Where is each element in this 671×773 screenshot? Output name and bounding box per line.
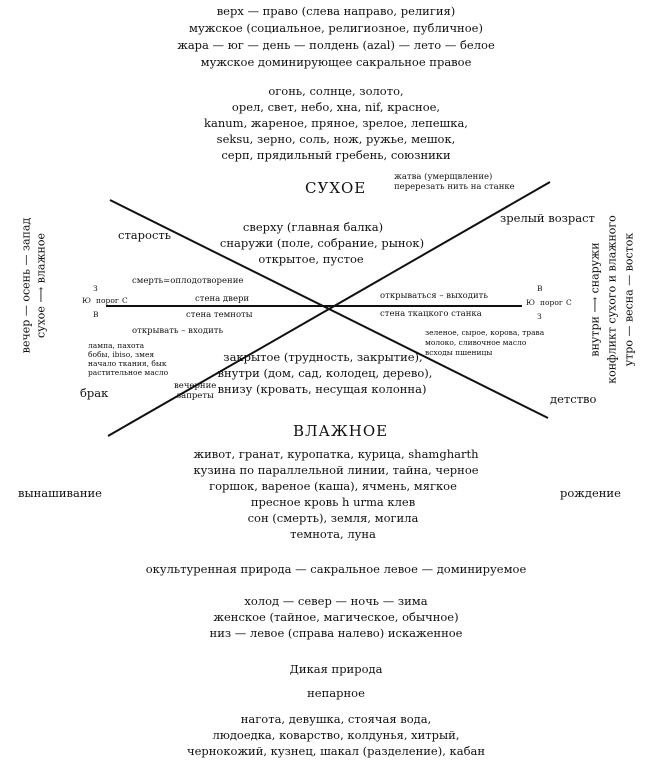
- top-list-5: серп, прядильный гребень, союзники: [221, 148, 451, 162]
- top-line-1: верх — право (слева направо, религия): [216, 4, 456, 18]
- left-note-4: растительное масло: [88, 368, 169, 377]
- compass-right-mid-right: С: [566, 298, 572, 307]
- compass-left-mid-right: С: [122, 296, 128, 305]
- bottom-list-1: нагота, девушка, стоячая вода,: [240, 712, 432, 726]
- death-note: смерть=оплодотворение: [132, 276, 244, 286]
- lower-center-3: внизу (кровать, несущая колонна): [217, 382, 427, 396]
- right-vertical-2: конфликт сухого и влажного: [605, 215, 619, 384]
- compass-right-bottom: З: [537, 312, 542, 321]
- lower-center-2: внутри (дом, сад, колодец, дерево),: [217, 366, 433, 380]
- compass-left-top: З: [93, 284, 98, 293]
- top-list-3: kanum, жареное, пряное, зрелое, лепешка,: [204, 116, 468, 130]
- childhood-label: детство: [550, 392, 597, 406]
- dry-label: СУХОЕ: [305, 179, 367, 197]
- lower-center-1: закрытое (трудность, закрытие),: [223, 350, 423, 364]
- wet-list-2: кузина по параллельной линии, тайна, черное: [193, 463, 479, 477]
- upper-center-2: снаружи (поле, собрание, рынок): [219, 236, 425, 250]
- right-note-2: молоко, сливочное масло: [425, 338, 527, 347]
- compass-right-top: В: [537, 284, 543, 293]
- bottom-center-4: женское (тайное, магическое, обычное): [213, 610, 459, 624]
- door-wall-label: стена двери: [195, 294, 250, 304]
- wet-list-1: живот, гранат, куропатка, курица, shamgharth: [193, 447, 479, 461]
- top-list-1: огонь, солнце, золото,: [268, 84, 404, 98]
- dark-wall-label: стена темноты: [186, 310, 253, 320]
- top-list-4: seksu, зерно, соль, нож, ружье, мешок,: [216, 132, 456, 146]
- upper-center-1: сверху (главная балка): [242, 220, 384, 234]
- old-age-label: старость: [118, 228, 172, 242]
- unpaired-label: непарное: [307, 686, 365, 700]
- bottom-list-3: чернокожий, кузнец, шакал (разделение), кабан: [186, 744, 486, 758]
- mature-age-label: зрелый возраст: [500, 211, 595, 225]
- wet-label: ВЛАЖНОЕ: [293, 422, 389, 440]
- top-line-2: мужское (социальное, религиозное, публичное): [189, 21, 483, 35]
- top-list-2: орел, свет, небо, хна, nif, красное,: [231, 100, 441, 114]
- compass-left-bottom: В: [93, 310, 99, 319]
- wet-list-6: темнота, луна: [290, 527, 376, 541]
- gestation-label: вынашивание: [18, 486, 102, 500]
- wet-list-4: пресное кровь h urma клев: [250, 495, 416, 509]
- marriage-label: брак: [80, 386, 109, 400]
- open-enter-label: открывать – входить: [132, 326, 224, 336]
- bottom-center-3: холод — север — ночь — зима: [244, 594, 428, 608]
- bottom-center-1: окультуренная природа — сакральное левое — доминируемое: [145, 562, 527, 576]
- right-vertical-1: внутри ⟶ снаружи: [588, 242, 602, 357]
- left-note-1: лампа, пахота: [88, 341, 145, 350]
- wild-nature-label: Дикая природа: [289, 662, 383, 676]
- birth-label: рождение: [560, 486, 621, 500]
- bottom-center-5: низ — левое (справа налево) искаженное: [209, 626, 463, 640]
- open-exit-label: открываться – выходить: [380, 291, 488, 301]
- compass-right-mid-word: порог: [540, 298, 563, 307]
- wet-list-3: горшок, вареное (каша), ячмень, мягкое: [209, 479, 457, 493]
- right-vertical-3: утро — весна — восток: [622, 232, 636, 367]
- top-line-3: жара — юг — день — полдень (azal) — лето — белое: [177, 38, 495, 52]
- compass-right-mid-left: Ю: [526, 298, 535, 307]
- left-note-2: бобы, ibiso, змея: [88, 350, 155, 359]
- left-note-3: начало ткания, бык: [88, 359, 167, 368]
- left-vertical-2: сухое ⟶ влажное: [34, 232, 48, 339]
- right-note-1: зеленое, сырое, корова, трава: [425, 328, 545, 337]
- right-note-3: всходы пшеницы: [425, 348, 493, 357]
- compass-left-mid-left: Ю: [82, 296, 91, 305]
- bottom-list-2: людоедка, коварство, колдунья, хитрый,: [212, 728, 460, 742]
- loom-wall-label: стена ткацкого станка: [380, 309, 482, 319]
- wet-list-5: сон (смерть), земля, могила: [247, 511, 419, 525]
- harvest-note: жатва (умерщвление) перерезать нить на станке: [394, 172, 515, 192]
- top-line-4: мужское доминирующее сакральное правое: [200, 55, 472, 69]
- compass-left-mid-word: порог: [96, 296, 119, 305]
- evening-bans-label: вечерние запреты: [174, 381, 217, 401]
- left-vertical-1: вечер — осень — запад: [19, 217, 33, 354]
- upper-center-3: открытое, пустое: [258, 252, 364, 266]
